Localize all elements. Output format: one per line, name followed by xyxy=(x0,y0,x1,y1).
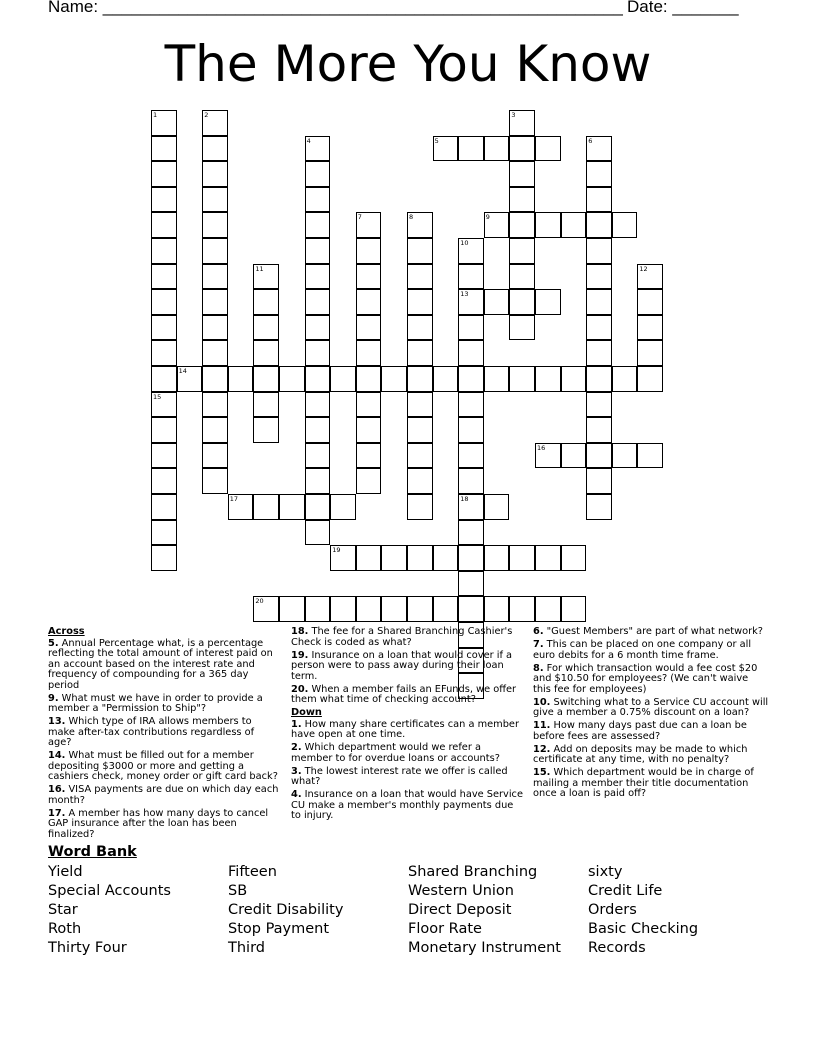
crossword-cell[interactable] xyxy=(279,494,305,520)
crossword-cell[interactable] xyxy=(407,212,433,238)
crossword-cell[interactable] xyxy=(305,520,331,546)
clue-down-11: 11. How many days past due can a loan be before fees are assessed? xyxy=(533,720,747,742)
crossword-cell[interactable] xyxy=(509,264,535,290)
word-bank-item: Western Union xyxy=(408,883,514,899)
crossword-cell[interactable] xyxy=(509,289,535,315)
crossword-cell[interactable] xyxy=(305,264,331,290)
crossword-cell[interactable] xyxy=(151,161,177,187)
crossword-cell[interactable] xyxy=(407,443,433,469)
clue-down-12: 12. Add on deposits may be made to which certificate at any time, with no penalty? xyxy=(533,743,748,765)
crossword-cell[interactable] xyxy=(228,494,254,520)
crossword-cell[interactable] xyxy=(561,545,587,571)
crossword-cell[interactable] xyxy=(253,417,279,443)
crossword-cell[interactable] xyxy=(509,212,535,238)
crossword-cell[interactable] xyxy=(458,340,484,366)
crossword-cell[interactable] xyxy=(151,468,177,494)
crossword-cell[interactable] xyxy=(484,494,510,520)
crossword-cell[interactable] xyxy=(586,494,612,520)
crossword-cell[interactable] xyxy=(151,212,177,238)
clues-column-1 xyxy=(48,627,280,843)
crossword-cell[interactable] xyxy=(484,596,510,622)
crossword-cell[interactable] xyxy=(151,340,177,366)
crossword-cell[interactable] xyxy=(509,187,535,213)
crossword-cell[interactable] xyxy=(535,545,561,571)
crossword-cell[interactable] xyxy=(458,392,484,418)
crossword-cell[interactable] xyxy=(202,212,228,238)
crossword-cell[interactable] xyxy=(151,289,177,315)
crossword-cell[interactable] xyxy=(586,417,612,443)
word-bank-item: Credit Disability xyxy=(228,902,344,918)
word-bank-item: SB xyxy=(228,883,248,899)
crossword-cell[interactable] xyxy=(202,161,228,187)
crossword-cell[interactable] xyxy=(151,545,177,571)
crossword-cell[interactable] xyxy=(561,366,587,392)
clue-across-5: 5. Annual Percentage what, is a percentage reflecting the total amount of interest paid on an account based on the interest rate and frequency of compounding for a 365 day period xyxy=(48,637,273,691)
clue-down-7: 7. This can be placed on one company or all euro debits for a 6 month time frame. xyxy=(533,639,752,661)
clue-number: 5 xyxy=(434,136,439,145)
crossword-cell[interactable] xyxy=(202,392,228,418)
crossword-cell[interactable] xyxy=(356,545,382,571)
word-bank-item: Floor Rate xyxy=(408,921,482,937)
crossword-cell[interactable] xyxy=(561,212,587,238)
clue-number: 17 xyxy=(229,495,239,503)
crossword-cell[interactable] xyxy=(535,289,561,315)
crossword-cell[interactable] xyxy=(330,596,356,622)
clue-across-13: 13. Which type of IRA allows members to make after-tax contributions regardless of age? xyxy=(48,716,255,748)
crossword-cell[interactable] xyxy=(305,443,331,469)
crossword-cell[interactable] xyxy=(433,545,459,571)
crossword-cell[interactable] xyxy=(586,212,612,238)
crossword-cell[interactable] xyxy=(458,417,484,443)
crossword-cell[interactable] xyxy=(202,315,228,341)
clue-down-3: 3. The lowest interest rate we offer is called what? xyxy=(291,765,508,787)
crossword-cell[interactable] xyxy=(509,366,535,392)
crossword-cell[interactable] xyxy=(151,187,177,213)
crossword-cell[interactable] xyxy=(561,596,587,622)
crossword-cell[interactable] xyxy=(305,136,331,162)
crossword-cell[interactable] xyxy=(612,366,638,392)
crossword-cell[interactable] xyxy=(458,443,484,469)
clue-number: 6 xyxy=(588,136,593,145)
crossword-cell[interactable] xyxy=(356,238,382,264)
crossword-cell[interactable] xyxy=(407,417,433,443)
crossword-cell[interactable] xyxy=(151,238,177,264)
crossword-cell[interactable] xyxy=(305,468,331,494)
crossword-cell[interactable] xyxy=(586,264,612,290)
puzzle-title: The More You Know xyxy=(164,35,652,93)
crossword-cell[interactable] xyxy=(586,187,612,213)
crossword-cell[interactable] xyxy=(305,392,331,418)
crossword-cell[interactable] xyxy=(586,392,612,418)
clue-number: 10 xyxy=(460,239,469,247)
crossword-cell[interactable] xyxy=(484,136,510,162)
crossword-cell[interactable] xyxy=(202,238,228,264)
crossword-cell[interactable] xyxy=(381,366,407,392)
word-bank-item: Thirty Four xyxy=(48,940,127,956)
crossword-cell[interactable] xyxy=(202,468,228,494)
crossword-cell[interactable] xyxy=(253,392,279,418)
crossword-cell[interactable] xyxy=(637,443,663,469)
word-bank-item: Monetary Instrument xyxy=(408,940,561,956)
crossword-cell[interactable] xyxy=(356,417,382,443)
clue-number: 16 xyxy=(537,443,546,452)
crossword-cell[interactable] xyxy=(202,136,228,162)
clue-number: 8 xyxy=(409,213,414,222)
word-bank-item: Roth xyxy=(48,921,82,937)
crossword-cell[interactable] xyxy=(202,340,228,366)
crossword-cell[interactable] xyxy=(253,596,279,622)
crossword-cell[interactable] xyxy=(381,596,407,622)
crossword-cell[interactable] xyxy=(586,315,612,341)
crossword-cell[interactable] xyxy=(433,366,459,392)
crossword-cell[interactable] xyxy=(356,212,382,238)
crossword-cell[interactable] xyxy=(509,596,535,622)
crossword-cell[interactable] xyxy=(458,238,484,264)
word-bank-item: sixty xyxy=(588,864,623,880)
clue-number: 13 xyxy=(460,290,469,299)
crossword-cell[interactable] xyxy=(202,187,228,213)
clue-across-19: 19. Insurance on a loan that would cover if a person were to pass away during their loan term. xyxy=(291,649,513,682)
crossword-cell[interactable] xyxy=(433,136,459,162)
crossword-cell[interactable] xyxy=(535,136,561,162)
word-bank-item: Stop Payment xyxy=(228,921,330,937)
crossword-cell[interactable] xyxy=(586,161,612,187)
crossword-cell[interactable] xyxy=(637,340,663,366)
crossword-cell[interactable] xyxy=(151,110,177,136)
crossword-cell[interactable] xyxy=(458,136,484,162)
crossword-cell[interactable] xyxy=(509,315,535,341)
clue-number: 15 xyxy=(153,392,162,401)
crossword-cell[interactable] xyxy=(253,340,279,366)
crossword-cell[interactable] xyxy=(586,468,612,494)
crossword-cell[interactable] xyxy=(612,443,638,469)
crossword-cell[interactable] xyxy=(253,289,279,315)
word-bank-item: Shared Branching xyxy=(408,864,538,880)
down-heading: Down xyxy=(291,707,322,718)
clue-across-17: 17. A member has how many days to cancel GAP insurance after the loan has been finalized? xyxy=(48,807,269,840)
crossword-cell[interactable] xyxy=(202,417,228,443)
clue-down-4: 4. Insurance on a loan that would have Service CU make a member's monthly payments due to injury. xyxy=(291,789,523,821)
crossword-cell[interactable] xyxy=(433,596,459,622)
clue-across-20: 20. When a member fails an EFunds, we offer them what time of checking account? xyxy=(291,683,517,705)
crossword-cell[interactable] xyxy=(202,366,228,392)
crossword-cell[interactable] xyxy=(305,366,331,392)
clue-down-15: 15. Which department would be in charge of mailing a member their title documentation once a loan is paid off? xyxy=(533,767,754,799)
crossword-cell[interactable] xyxy=(151,417,177,443)
crossword-cell[interactable] xyxy=(458,468,484,494)
crossword-cell[interactable] xyxy=(356,264,382,290)
clue-across-9: 9. What must we have in order to provide a member a "Permission to Ship"? xyxy=(48,692,263,714)
crossword-cell[interactable] xyxy=(586,366,612,392)
crossword-cell[interactable] xyxy=(330,494,356,520)
crossword-cell[interactable] xyxy=(509,545,535,571)
crossword-cell[interactable] xyxy=(458,494,484,520)
clue-number: 1 xyxy=(153,111,158,119)
crossword-cell[interactable] xyxy=(177,366,203,392)
crossword-cell[interactable] xyxy=(253,315,279,341)
word-bank-item: Yield xyxy=(48,864,83,880)
crossword-cell[interactable] xyxy=(484,366,510,392)
word-bank-item: Basic Checking xyxy=(588,921,699,937)
crossword-cell[interactable] xyxy=(407,596,433,622)
crossword-cell[interactable] xyxy=(253,366,279,392)
crossword-cell[interactable] xyxy=(356,366,382,392)
crossword-cell[interactable] xyxy=(305,187,331,213)
crossword-cell[interactable] xyxy=(637,264,663,290)
crossword-cell[interactable] xyxy=(305,161,331,187)
crossword-cell[interactable] xyxy=(305,494,331,520)
crossword-cell[interactable] xyxy=(407,392,433,418)
clue-down-8: 8. For which transaction would a fee cost $20 and $10.50 for employees? (We can't waive this fee for employees) xyxy=(533,662,758,695)
crossword-cell[interactable] xyxy=(228,366,254,392)
crossword-cell[interactable] xyxy=(356,468,382,494)
word-bank-item: Orders xyxy=(588,902,637,918)
crossword-cell[interactable] xyxy=(586,443,612,469)
crossword-cell[interactable] xyxy=(586,340,612,366)
word-bank-item: Special Accounts xyxy=(48,883,171,899)
crossword-cell[interactable] xyxy=(407,366,433,392)
crossword-cell[interactable] xyxy=(279,596,305,622)
word-bank-item: Direct Deposit xyxy=(408,902,512,918)
crossword-cell[interactable] xyxy=(561,443,587,469)
crossword-cell[interactable] xyxy=(458,366,484,392)
clue-number: 2 xyxy=(204,111,209,119)
clue-number: 11 xyxy=(255,264,264,273)
word-bank-title: Word Bank xyxy=(48,844,137,860)
crossword-cell[interactable] xyxy=(586,136,612,162)
clue-down-1: 1. How many share certificates can a member have open at one time. xyxy=(291,718,519,740)
crossword-cell[interactable] xyxy=(356,392,382,418)
crossword-cell[interactable] xyxy=(484,289,510,315)
clue-number: 3 xyxy=(511,111,516,119)
date-field-label: Date: _______ xyxy=(627,0,739,16)
crossword-cell[interactable] xyxy=(151,392,177,418)
crossword-cell[interactable] xyxy=(151,315,177,341)
crossword-cell[interactable] xyxy=(407,468,433,494)
crossword-cell[interactable] xyxy=(407,238,433,264)
crossword-cell[interactable] xyxy=(637,289,663,315)
crossword-cell[interactable] xyxy=(381,545,407,571)
crossword-cell[interactable] xyxy=(202,289,228,315)
clue-number: 12 xyxy=(639,264,648,273)
clue-number: 18 xyxy=(460,495,469,503)
crossword-cell[interactable] xyxy=(151,264,177,290)
clue-across-18: 18. The fee for a Shared Branching Cashier's Check is coded as what? xyxy=(291,626,513,648)
crossword-cell[interactable] xyxy=(458,571,484,597)
crossword-cell[interactable] xyxy=(458,315,484,341)
crossword-cell[interactable] xyxy=(586,289,612,315)
word-bank-item: Records xyxy=(588,940,646,956)
crossword-cell[interactable] xyxy=(509,161,535,187)
clue-down-10: 10. Switching what to a Service CU account will give a member a 0.75% discount on a loan? xyxy=(533,696,769,718)
crossword-cell[interactable] xyxy=(637,366,663,392)
clue-number: 19 xyxy=(332,546,341,555)
crossword-cell[interactable] xyxy=(202,443,228,469)
crossword-cell[interactable] xyxy=(356,443,382,469)
crossword-cell[interactable] xyxy=(305,417,331,443)
crossword-cell[interactable] xyxy=(253,494,279,520)
crossword-cell[interactable] xyxy=(151,494,177,520)
word-bank-item: Fifteen xyxy=(228,864,277,880)
crossword-cell[interactable] xyxy=(637,315,663,341)
clue-number: 9 xyxy=(485,213,490,222)
crossword-cell[interactable] xyxy=(407,289,433,315)
crossword-cell[interactable] xyxy=(586,238,612,264)
across-heading: Across xyxy=(48,626,85,637)
crossword-cell[interactable] xyxy=(305,289,331,315)
crossword-cell[interactable] xyxy=(151,520,177,546)
crossword-cell[interactable] xyxy=(305,340,331,366)
clue-across-16: 16. VISA payments are due on which day each month? xyxy=(48,784,279,806)
crossword-cell[interactable] xyxy=(484,545,510,571)
crossword-cell[interactable] xyxy=(407,545,433,571)
clue-number: 7 xyxy=(357,213,362,222)
crossword-cell[interactable] xyxy=(202,110,228,136)
crossword-cell[interactable] xyxy=(509,238,535,264)
crossword-cell[interactable] xyxy=(356,289,382,315)
clue-across-14: 14. What must be filled out for a member depositing $3000 or more and getting a cashiers check, money order or gift card back? xyxy=(48,750,278,782)
crossword-cell[interactable] xyxy=(356,596,382,622)
crossword-cell[interactable] xyxy=(535,596,561,622)
clue-number: 4 xyxy=(306,136,311,145)
crossword-cell[interactable] xyxy=(151,136,177,162)
word-bank-item: Third xyxy=(228,940,265,956)
word-bank-item: Credit Life xyxy=(588,883,663,899)
crossword-cell[interactable] xyxy=(356,315,382,341)
crossword-cell[interactable] xyxy=(509,110,535,136)
crossword-cell[interactable] xyxy=(330,545,356,571)
crossword-cell[interactable] xyxy=(151,443,177,469)
crossword-cell[interactable] xyxy=(509,136,535,162)
crossword-cell[interactable] xyxy=(484,212,510,238)
crossword-cell[interactable] xyxy=(612,212,638,238)
crossword-cell[interactable] xyxy=(279,366,305,392)
crossword-cell[interactable] xyxy=(305,596,331,622)
crossword-cell[interactable] xyxy=(407,494,433,520)
crossword-cell[interactable] xyxy=(535,212,561,238)
word-bank-item: Star xyxy=(48,902,78,918)
crossword-cell[interactable] xyxy=(535,443,561,469)
clue-down-2: 2. Which department would we refer a member to for overdue loans or accounts? xyxy=(291,742,500,764)
crossword-cell[interactable] xyxy=(458,545,484,571)
crossword-cell[interactable] xyxy=(330,366,356,392)
crossword-cell[interactable] xyxy=(458,596,484,622)
crossword-cell[interactable] xyxy=(202,264,228,290)
clue-number: 14 xyxy=(178,367,187,375)
crossword-cell[interactable] xyxy=(305,315,331,341)
name-field-label: Name: _______________________________________________________ xyxy=(48,0,623,16)
clues-column-2 xyxy=(291,627,523,824)
crossword-cell[interactable] xyxy=(535,366,561,392)
crossword-cell[interactable] xyxy=(407,340,433,366)
crossword-cell[interactable] xyxy=(458,289,484,315)
clues-column-3 xyxy=(533,627,769,802)
crossword-cell[interactable] xyxy=(151,366,177,392)
crossword-cell[interactable] xyxy=(305,238,331,264)
crossword-cell[interactable] xyxy=(407,264,433,290)
crossword-cell[interactable] xyxy=(253,264,279,290)
crossword-cell[interactable] xyxy=(407,315,433,341)
crossword-cell[interactable] xyxy=(458,520,484,546)
crossword-cell[interactable] xyxy=(305,212,331,238)
clue-down-6: 6. "Guest Members" are part of what network? xyxy=(533,626,763,637)
crossword-cell[interactable] xyxy=(458,264,484,290)
crossword-cell[interactable] xyxy=(356,340,382,366)
clue-number: 20 xyxy=(255,597,264,606)
